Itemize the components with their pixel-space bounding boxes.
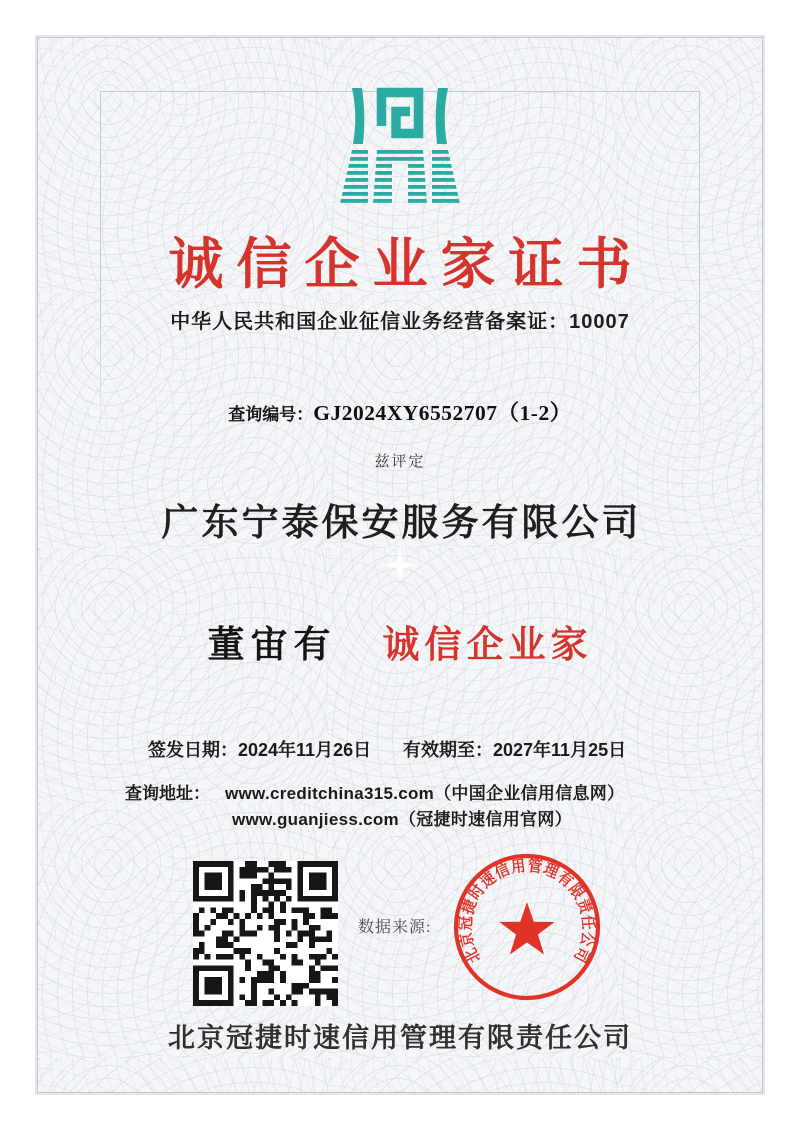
- seal-text: 北京冠捷时速信用管理有限责任公司: [457, 857, 597, 968]
- query-url-2: www.guanjiess.com（冠捷时速信用官网）: [232, 810, 572, 829]
- qr-code: [193, 861, 338, 1006]
- issuer-name: 北京冠捷时速信用管理有限责任公司: [168, 1023, 632, 1053]
- issue-date-label: 签发日期：: [148, 740, 238, 760]
- issue-date: [148, 736, 371, 762]
- star-icon: [499, 902, 554, 954]
- honor-title: 诚信企业家: [382, 624, 593, 665]
- certificate-title: 诚信企业家证书: [168, 234, 645, 295]
- hereby-text: 兹评定: [374, 453, 426, 470]
- valid-until: [403, 736, 626, 762]
- award-row: [0, 614, 800, 668]
- person-name: 董宙有: [207, 624, 337, 665]
- valid-until-value: 2027年11月25日: [493, 740, 627, 760]
- query-url-1: www.creditchina315.com（中国企业信用信息网）: [225, 784, 625, 803]
- query-url-label: 查询地址：: [125, 784, 210, 803]
- query-number-value: GJ2024XY6552707（1-2）: [313, 401, 572, 425]
- query-number-label: 查询编号：: [228, 405, 314, 424]
- registration-line: 中华人民共和国企业征信业务经营备案证：10007: [170, 311, 630, 333]
- company-seal: [452, 852, 602, 1002]
- company-name: 广东宁泰保安服务有限公司: [161, 503, 642, 544]
- query-number-row: [0, 396, 800, 427]
- brand-logo-icon: [340, 86, 460, 206]
- data-source-label: 数据来源:: [358, 919, 432, 936]
- valid-until-label: 有效期至：: [403, 740, 493, 760]
- issue-date-value: 2024年11月26日: [238, 740, 372, 760]
